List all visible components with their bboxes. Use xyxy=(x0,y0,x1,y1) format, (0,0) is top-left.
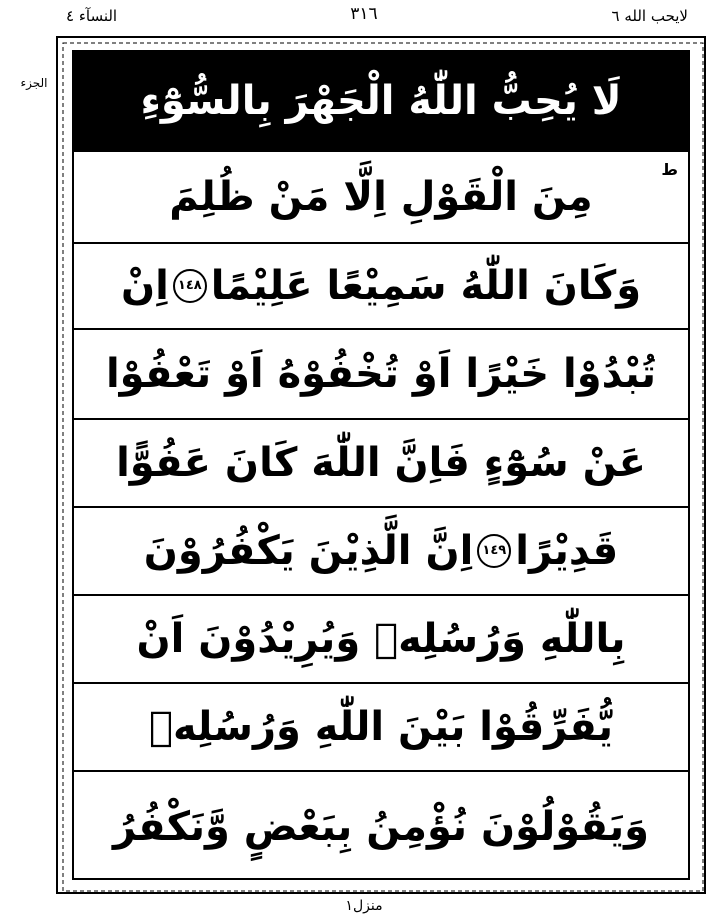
title-text: لَا يُحِبُّ اللّٰهُ الْجَهْرَ بِالسُّوْٓءِ xyxy=(140,78,622,124)
page-number: ٣١٦ xyxy=(350,4,378,24)
verse-line-4 xyxy=(74,420,688,508)
verse-line-3 xyxy=(74,330,688,420)
verse-line-1 xyxy=(74,152,688,244)
verse-line-8 xyxy=(74,772,688,882)
verse-text: تُبْدُوْا خَيْرًا اَوْ تُخْفُوْهُ اَوْ تَعْفُوْا xyxy=(105,351,657,397)
juz-name: لايحب الله ٦ xyxy=(611,7,688,25)
title-line xyxy=(74,52,688,152)
verse-text: وَيَقُوْلُوْنَ نُؤْمِنُ بِبَعْضٍ وَّنَكْفُرُ xyxy=(113,804,649,850)
verse-line-7 xyxy=(74,684,688,772)
text-area xyxy=(72,50,690,880)
pause-mark: ط xyxy=(661,160,678,179)
verse-number-marker: ١٤٩ xyxy=(477,534,511,568)
manzil-footer: منزل١ xyxy=(345,898,383,914)
verse-line-5 xyxy=(74,508,688,596)
verse-line-2 xyxy=(74,244,688,330)
verse-number-marker: ١٤٨ xyxy=(173,269,207,303)
surah-name: النسآء ٤ xyxy=(66,7,118,25)
verse-text: اِنَّ الَّذِيْنَ يَكْفُرُوْنَ xyxy=(143,528,474,574)
verse-line-6 xyxy=(74,596,688,684)
verse-text: اِنْ xyxy=(120,263,169,309)
verse-text: قَدِيْرًا xyxy=(515,528,619,574)
juz-side-note: الجزء xyxy=(20,76,48,90)
verse-text: بِاللّٰهِ وَرُسُلِهٖ وَيُرِيْدُوْنَ اَنْ xyxy=(136,616,626,662)
verse-text: مِنَ الْقَوْلِ اِلَّا مَنْ ظُلِمَ xyxy=(169,174,593,220)
verse-text: عَنْ سُوْٓءٍ فَاِنَّ اللّٰهَ كَانَ عَفُوًّا xyxy=(116,440,646,486)
verse-text: يُّفَرِّقُوْا بَيْنَ اللّٰهِ وَرُسُلِهٖ xyxy=(149,704,613,750)
verse-text: وَكَانَ اللّٰهُ سَمِيْعًا عَلِيْمًا xyxy=(210,263,642,309)
page-frame xyxy=(56,36,706,894)
